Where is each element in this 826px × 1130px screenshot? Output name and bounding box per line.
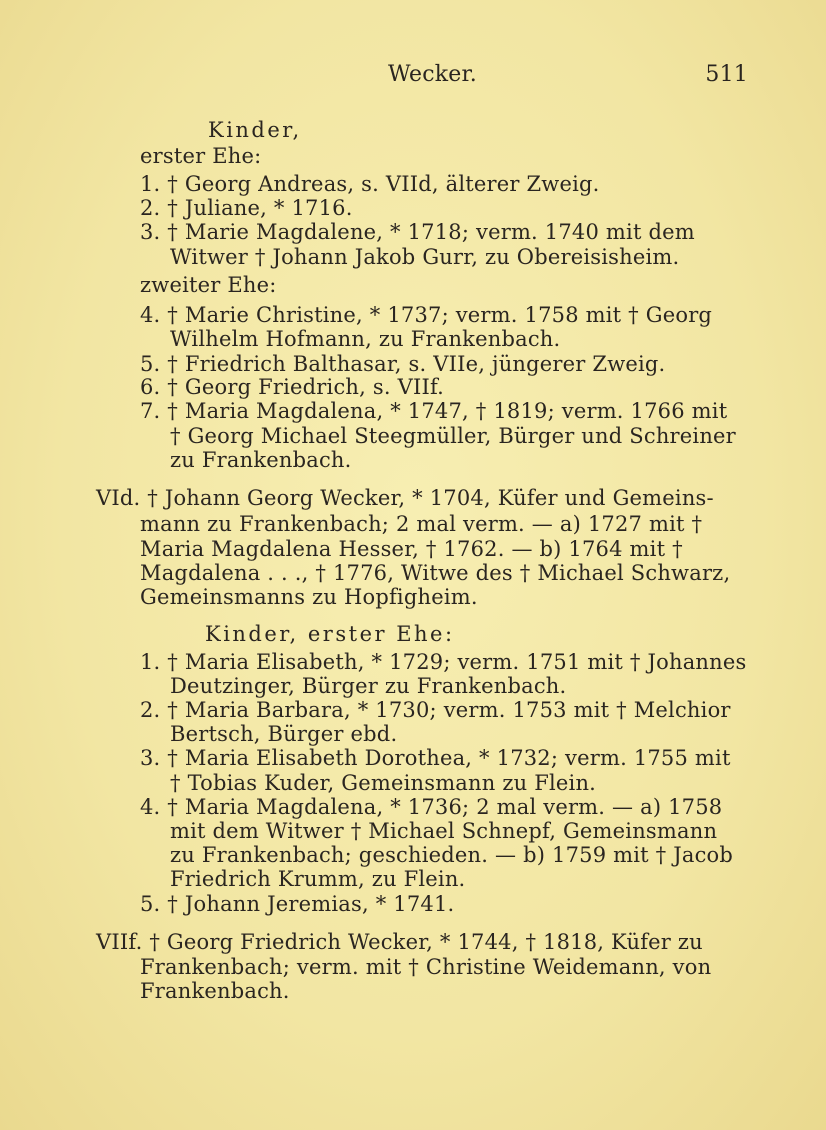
text-line: 4. † Maria Magdalena, * 1736; 2 mal verm. — a) 1758 <box>140 795 723 819</box>
running-header-title: Wecker. <box>388 62 478 87</box>
section-heading-children: Kinder, <box>208 118 302 142</box>
text-line: mit dem Witwer † Michael Schnepf, Gemeinsmann <box>170 819 718 843</box>
text-line: Bertsch, Bürger ebd. <box>170 722 398 746</box>
text-line: 3. † Maria Elisabeth Dorothea, * 1732; verm. 1755 mit <box>140 746 731 770</box>
page-number: 511 <box>705 62 748 87</box>
text-line: 2. † Maria Barbara, * 1730; verm. 1753 mit † Melchior <box>140 698 731 722</box>
text-line: 3. † Marie Magdalene, * 1718; verm. 1740 mit dem <box>140 220 695 244</box>
text-line: Friedrich Krumm, zu Flein. <box>170 867 466 891</box>
text-line: 5. † Friedrich Balthasar, s. VIIe, jüngerer Zweig. <box>140 352 666 376</box>
text-line: Magdalena . . ., † 1776, Witwe des † Michael Schwarz, <box>140 561 731 585</box>
text-line: † Georg Michael Steegmüller, Bürger und Schreiner <box>170 424 736 448</box>
text-line: mann zu Frankenbach; 2 mal verm. — a) 1727 mit † <box>140 512 703 536</box>
text-line: 1. † Georg Andreas, s. VIId, älterer Zweig. <box>140 172 600 196</box>
subheading-second-marriage: zweiter Ehe: <box>140 273 277 297</box>
text-line: Wilhelm Hofmann, zu Frankenbach. <box>170 327 561 351</box>
text-line: Deutzinger, Bürger zu Frankenbach. <box>170 674 567 698</box>
text-line: Gemeinsmanns zu Hopfigheim. <box>140 585 478 609</box>
text-line: 6. † Georg Friedrich, s. VIIf. <box>140 375 445 399</box>
text-line: 2. † Juliane, * 1716. <box>140 196 353 220</box>
text-line: † Tobias Kuder, Gemeinsmann zu Flein. <box>170 771 597 795</box>
text-line: Witwer † Johann Jakob Gurr, zu Obereisisheim. <box>170 245 680 269</box>
entry-heading-VId: VId. † Johann Georg Wecker, * 1704, Küfer und Gemeins- <box>96 486 714 510</box>
entry-heading-VIIf: VIIf. † Georg Friedrich Wecker, * 1744, † 1818, Küfer zu <box>96 930 703 954</box>
text-line: 1. † Maria Elisabeth, * 1729; verm. 1751 mit † Johannes <box>140 650 747 674</box>
subheading-first-marriage: erster Ehe: <box>140 144 262 168</box>
text-line: Frankenbach; verm. mit † Christine Weidemann, von <box>140 955 712 979</box>
text-line: Frankenbach. <box>140 979 290 1003</box>
section-heading-children-first-marriage: Kinder, erster Ehe: <box>205 622 455 646</box>
text-line: zu Frankenbach. <box>170 448 352 472</box>
text-line: zu Frankenbach; geschieden. — b) 1759 mit † Jacob <box>170 843 734 867</box>
text-line: 4. † Marie Christine, * 1737; verm. 1758 mit † Georg <box>140 303 713 327</box>
text-line: 5. † Johann Jeremias, * 1741. <box>140 892 455 916</box>
text-line: Maria Magdalena Hesser, † 1762. — b) 1764 mit † <box>140 537 683 561</box>
text-line: 7. † Maria Magdalena, * 1747, † 1819; verm. 1766 mit <box>140 399 728 423</box>
